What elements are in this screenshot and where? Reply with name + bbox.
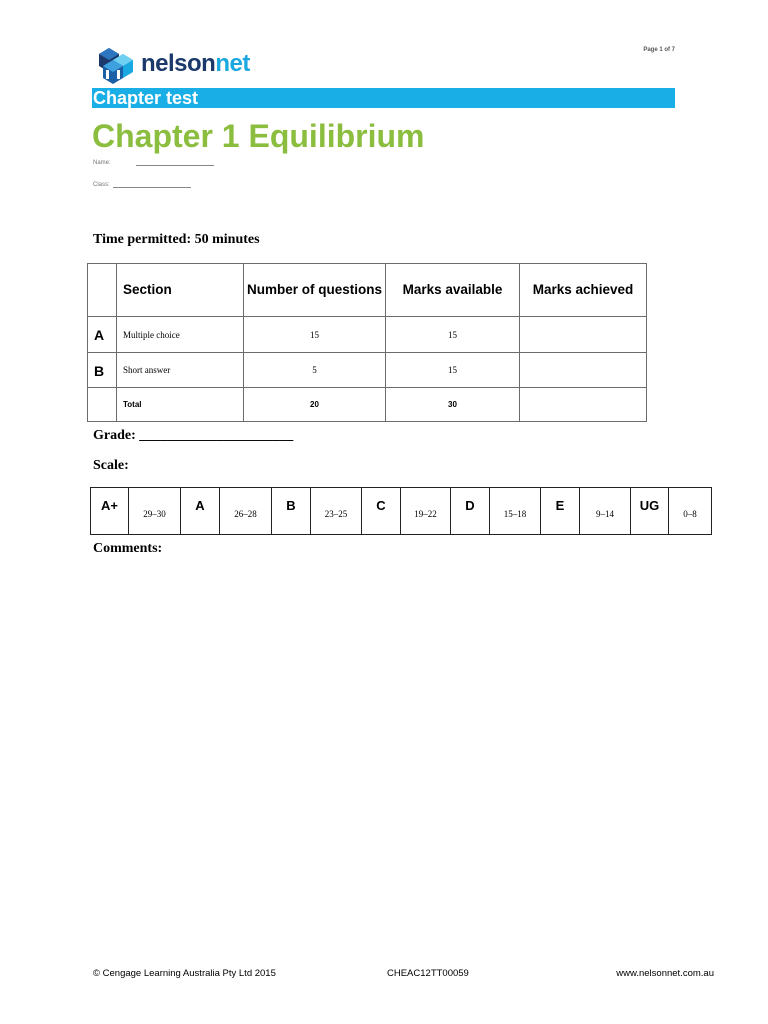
name-label: Name:: [93, 160, 111, 166]
scale-range: 26–28: [220, 488, 272, 535]
name-field[interactable]: [93, 160, 214, 166]
header-marks-achieved: Marks achieved: [520, 264, 647, 317]
table-total-row: [88, 388, 647, 422]
scale-grade: UG: [631, 488, 669, 535]
scale-label: Scale:: [93, 458, 129, 473]
total-questions: 20: [244, 388, 386, 422]
header-marks-available: Marks available: [386, 264, 520, 317]
class-label: Class:: [93, 182, 110, 188]
section-letter: B: [88, 353, 117, 388]
footer-copyright: © Cengage Learning Australia Pty Ltd 2015: [93, 968, 276, 979]
footer-code: CHEAC12TT00059: [387, 968, 469, 979]
scale-range: 29–30: [129, 488, 181, 535]
total-achieved-cell[interactable]: [520, 388, 647, 422]
scale-range: 9–14: [580, 488, 631, 535]
marks-table: [87, 263, 647, 422]
scale-range: 19–22: [401, 488, 451, 535]
total-marks: 30: [386, 388, 520, 422]
scale-grade: A: [181, 488, 220, 535]
total-label: Total: [117, 388, 244, 422]
marks-available: 15: [386, 353, 520, 388]
section-name: Short answer: [117, 353, 244, 388]
scale-grade: E: [541, 488, 580, 535]
section-letter: A: [88, 317, 117, 353]
header-section: Section: [117, 264, 244, 317]
questions-count: 15: [244, 317, 386, 353]
grade-line[interactable]: Grade: ______________________: [93, 428, 294, 443]
questions-count: 5: [244, 353, 386, 388]
comments-label: Comments:: [93, 541, 163, 556]
table-row: [88, 317, 647, 353]
section-name: Multiple choice: [117, 317, 244, 353]
banner-label: Chapter test: [93, 88, 199, 108]
chapter-test-banner: [92, 88, 675, 108]
table-header-row: [88, 264, 647, 317]
page-indicator: Page 1 of 7: [643, 47, 675, 53]
scale-grade: C: [362, 488, 401, 535]
scale-range: 23–25: [311, 488, 362, 535]
cube-logo-icon: [95, 44, 139, 84]
nelsonnet-logo: [95, 44, 275, 84]
section-letter: [88, 388, 117, 422]
table-row: [88, 353, 647, 388]
header-number-of-questions: Number of questions: [244, 264, 386, 317]
scale-grade: B: [272, 488, 311, 535]
marks-available: 15: [386, 317, 520, 353]
marks-achieved-cell[interactable]: [520, 317, 647, 353]
class-field[interactable]: [93, 182, 191, 188]
class-input-line[interactable]: [113, 182, 191, 188]
marks-achieved-cell[interactable]: [520, 353, 647, 388]
scale-row: [91, 488, 712, 535]
grade-scale-table: [90, 487, 712, 535]
footer-website-link[interactable]: www.nelsonnet.com.au: [616, 968, 714, 979]
scale-grade: D: [451, 488, 490, 535]
scale-range: 0–8: [669, 488, 712, 535]
time-permitted: Time permitted: 50 minutes: [93, 232, 260, 247]
scale-range: 15–18: [490, 488, 541, 535]
logo-wordmark: nelsonnet: [141, 50, 250, 77]
page-title: Chapter 1 Equilibrium: [92, 118, 425, 154]
name-input-line[interactable]: [136, 160, 214, 166]
scale-grade: A+: [91, 488, 129, 535]
